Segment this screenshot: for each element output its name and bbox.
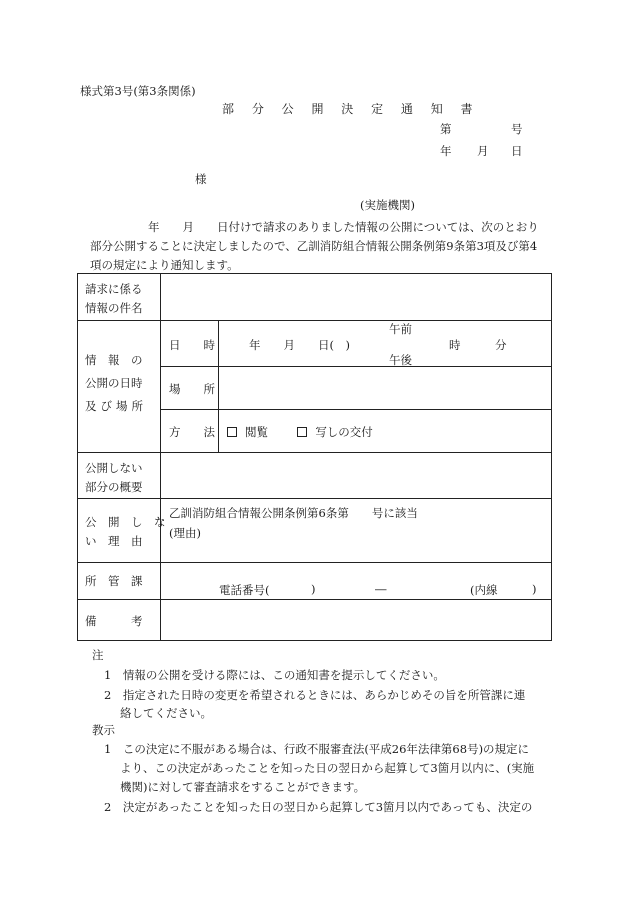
method-view-label: 閲覧 <box>245 425 268 439</box>
instruction-1-line-2: より、この決定があったことを知った日の翌日から起算して3箇月以内に、(実施 <box>120 761 535 775</box>
row-datetime-label-2: 公開の日時 <box>85 376 143 390</box>
row-datetime-label-3: 及び場所 <box>85 399 147 413</box>
phone-label: 電話番号( <box>219 583 270 597</box>
instructions-heading: 教示 <box>92 723 115 737</box>
date-day: 日 <box>511 144 523 158</box>
row-datetime-label-1: 情 報 の <box>85 353 143 367</box>
row-undisclosed-label-2: 部分の概要 <box>85 480 143 494</box>
datetime-am: 午前 <box>389 322 412 336</box>
notes-heading: 注 <box>92 648 104 662</box>
reason-label: (理由) <box>169 526 201 540</box>
row-department-label: 所 管 課 <box>85 574 143 588</box>
date-month: 月 <box>477 144 489 158</box>
doc-number-prefix: 第 <box>440 122 452 136</box>
row-remarks-label: 備 考 <box>85 614 143 628</box>
intro-line-1: 年 月 日付けで請求のありました情報の公開については、次のとおり <box>148 220 539 234</box>
view-checkbox[interactable] <box>227 427 237 437</box>
date-year: 年 <box>440 144 452 158</box>
instruction-2-line-1: 2 決定があったことを知った日の翌日から起算して3箇月以内であっても、決定の <box>104 800 533 814</box>
datetime-time: 時 分 <box>449 338 507 352</box>
note-1: 1 情報の公開を受ける際には、この通知書を提示してください。 <box>104 668 445 682</box>
instruction-1-line-1: 1 この決定に不服がある場合は、行政不服審査法(平成26年法律第68号)の規定に <box>104 742 530 756</box>
extension-label: (内線 <box>470 583 498 597</box>
intro-line-3: 項の規定により通知します。 <box>90 258 239 272</box>
issuer: (実施機関) <box>360 198 415 212</box>
row-reason-label-1: 公 開 し な <box>85 515 166 529</box>
doc-number-suffix: 号 <box>511 122 523 136</box>
extension-close: ) <box>532 582 537 596</box>
row-subject-label-2: 情報の件名 <box>85 301 143 315</box>
reason-article: 乙訓消防組合情報公開条例第6条第 号に該当 <box>169 506 418 520</box>
info-table <box>77 273 552 641</box>
sub-label-place: 場 所 <box>169 382 215 396</box>
datetime-pm: 午後 <box>389 353 412 367</box>
sub-label-method: 方 法 <box>169 425 215 439</box>
intro-line-2: 部分公開することに決定しましたので、乙訓消防組合情報公開条例第9条第3項及び第4 <box>90 239 538 253</box>
form-number: 様式第3号(第3条関係) <box>80 84 196 98</box>
document-title: 部 分 公 開 決 定 通 知 書 <box>222 102 480 116</box>
note-2-line-2: 絡してください。 <box>120 706 212 720</box>
addressee-suffix: 様 <box>195 172 207 186</box>
row-undisclosed-label-1: 公開しない <box>85 461 143 475</box>
datetime-date: 年 月 日( ) <box>249 338 350 352</box>
phone-close: ) <box>311 582 316 596</box>
row-reason-label-2: い 理 由 <box>85 534 143 548</box>
method-copy-label: 写しの交付 <box>315 425 373 439</box>
row-subject-label-1: 請求に係る <box>85 282 143 296</box>
sub-label-datetime: 日 時 <box>169 338 215 352</box>
copy-checkbox[interactable] <box>297 427 307 437</box>
instruction-1-line-3: 機関)に対して審査請求をすることができます。 <box>120 780 366 794</box>
method-options <box>227 424 373 440</box>
note-2-line-1: 2 指定された日時の変更を希望されるときには、あらかじめその旨を所管課に連 <box>104 688 526 702</box>
phone-dash: ― <box>375 582 387 596</box>
